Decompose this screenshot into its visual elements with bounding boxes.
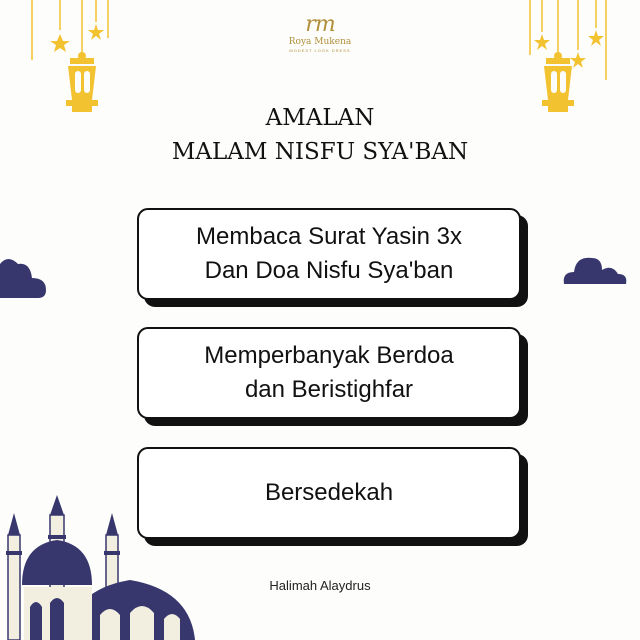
brand-logo [270, 14, 370, 62]
logo-monogram: rm [305, 12, 335, 37]
card-1-line-1: Membaca Surat Yasin 3x [196, 223, 462, 250]
star-icon [50, 34, 70, 52]
card-3-line-1: Bersedekah [264, 479, 394, 506]
star-icon [534, 34, 550, 50]
title-line-2: MALAM NISFU SYA'BAN [171, 139, 469, 165]
star-icon [88, 24, 104, 40]
page-title [0, 101, 640, 169]
author-credit: Halimah Alaydrus [269, 578, 371, 593]
crescent-moon-icon [101, 62, 118, 82]
cloud-icon [0, 250, 50, 300]
amalan-card-3 [137, 447, 521, 539]
logo-brand-name: Roya Mukena [288, 37, 352, 47]
title-line-1: AMALAN [265, 105, 375, 131]
logo-tagline: MODEST LOOK DRESS [289, 48, 351, 53]
amalan-card-1 [137, 208, 521, 300]
star-icon [588, 30, 604, 46]
card-1-line-2: Dan Doa Nisfu Sya'ban [204, 257, 454, 284]
card-2-line-2: dan Beristighfar [244, 376, 414, 403]
card-2-line-1: Memperbanyak Berdoa [204, 342, 454, 369]
crescent-moon-icon [519, 60, 536, 80]
cloud-icon [560, 250, 630, 290]
amalan-card-2 [137, 327, 521, 419]
star-icon [570, 52, 586, 68]
